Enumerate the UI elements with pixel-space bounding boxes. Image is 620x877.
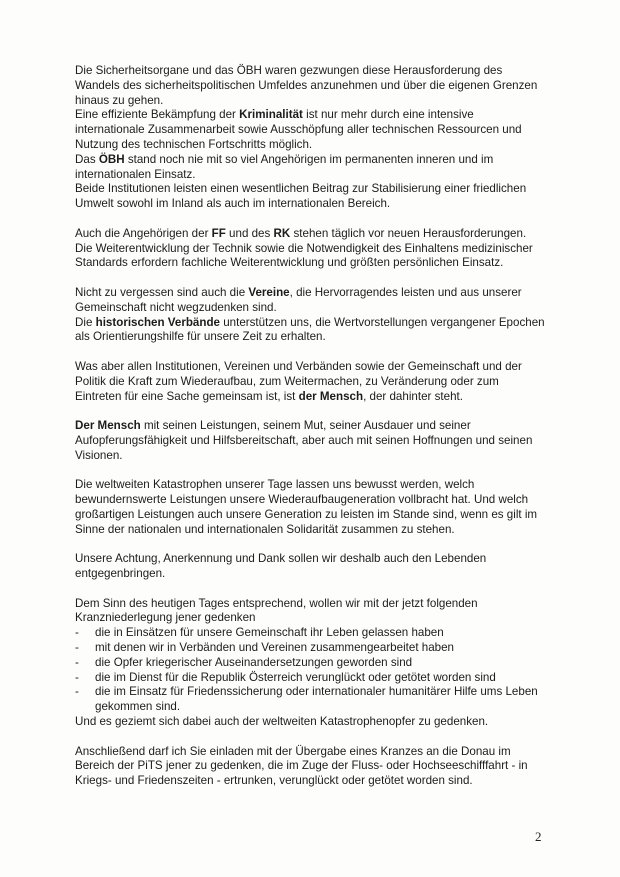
text-segment: Anschließend darf ich Sie einladen mit der Übergabe eines Kranzes an die Donau im Bereich der PiTS jener zu gedenken, die im Zuge der Fluss- oder Hochseeschifffahrt - in Kriegs- und Friedenszeiten - ertrunken, verunglückt oder getötet worden sind. (75, 744, 528, 788)
paragraph (75, 478, 545, 537)
emphasis-text: ÖBH (98, 152, 125, 166)
text-line (75, 552, 545, 582)
text-segment: Eine effiziente Bekämpfung der (75, 108, 240, 122)
text-line (75, 478, 545, 537)
text-segment: Die (75, 315, 96, 329)
paragraph (75, 360, 545, 404)
emphasis-text: historischen Verbände (95, 315, 220, 329)
list-item: - die Opfer kriegerischer Auseinandersetzungen geworden sind (75, 656, 545, 671)
list-item: - mit denen wir in Verbänden und Vereinen zusammengearbeitet haben (75, 641, 545, 656)
list-item: - die im Einsatz für Friedenssicherung oder internationaler humanitärer Hilfe ums Leben gekommen sind. (75, 685, 545, 715)
paragraph (75, 286, 545, 345)
text-segment: Beide Institutionen leisten einen wesentlichen Beitrag zur Stabilisierung einer friedlichen Umwelt sowohl im Inland als auch im internationalen Bereich. (75, 182, 527, 211)
text-line (75, 316, 545, 346)
text-line (75, 360, 545, 404)
text-segment: Und es geziemt sich dabei auch der weltweiten Katastrophenopfer zu gedenken. (75, 715, 489, 729)
text-line (75, 745, 545, 789)
text-segment: mit seinen Leistungen, seinem Mut, seiner Ausdauer und seiner Aufopferungsfähigkeit und Hilfsbereitschaft, aber auch mit seinen Hoffnungen und seinen Visionen. (75, 419, 533, 462)
text-segment: stand noch nie mit so viel Angehörigen im permanenten inneren und im internationalen Einsatz. (75, 152, 494, 181)
text-segment: unterstützen uns, die Wertvorstellungen vergangener Epochen als Orientierungshilfe für unsere Zeit zu erhalten. (75, 315, 545, 344)
text-line (75, 227, 545, 271)
text-line (75, 108, 545, 152)
text-segment: Die Sicherheitsorgane und das ÖBH waren gezwungen diese Herausforderung des Wandels des sicherheitspolitischen Umfeldes anzunehmen und über die eigenen Grenzen hinaus zu gehen. (75, 64, 538, 107)
list-item: - die in Einsätzen für unsere Gemeinschaft ihr Leben gelassen haben (75, 626, 545, 641)
text-line (75, 286, 545, 316)
paragraph (75, 597, 545, 730)
text-segment: Nicht zu vergessen sind auch die (75, 285, 249, 299)
text-segment: Das (75, 152, 99, 166)
emphasis-text: Vereine (248, 285, 290, 299)
bullet-list (75, 626, 545, 715)
page-number: 2 (535, 829, 542, 844)
text-segment: , die Hervorragendes leisten und aus unserer Gemeinschaft nicht wegzudenken sind. (75, 285, 522, 314)
paragraph (75, 64, 545, 212)
emphasis-text: Der Mensch (75, 419, 141, 433)
emphasis-text: Kriminalität (239, 108, 303, 122)
text-segment: Was aber allen Institutionen, Vereinen und Verbänden sowie der Gemeinschaft und der Politik die Kraft zum Wiederaufbau, zum Weitermachen, zu Veränderung oder zum Eintreten für eine Sache gemeinsam ist, ist (75, 359, 522, 403)
text-line (75, 64, 545, 108)
text-segment: Unsere Achtung, Anerkennung und Dank sollen wir deshalb auch den Lebenden entgegenbringen. (75, 552, 487, 581)
paragraph (75, 552, 545, 582)
emphasis-text: FF (211, 226, 226, 240)
text-line (75, 715, 545, 730)
text-line (75, 153, 545, 183)
paragraph (75, 419, 545, 463)
emphasis-text: RK (273, 226, 291, 240)
text-segment: Dem Sinn des heutigen Tages entsprechend, wollen wir mit der jetzt folgenden Kranzniederlegung jener gedenken (75, 596, 478, 625)
text-segment: und des (225, 226, 274, 240)
text-line (75, 419, 545, 463)
text-segment: ist nur mehr durch eine intensive internationale Zusammenarbeit sowie Ausschöpfung aller technischen Ressourcen und Nutzung des technischen Fortschritts möglich. (75, 108, 522, 151)
document-body (75, 64, 545, 804)
paragraph (75, 745, 545, 789)
paragraph (75, 227, 545, 271)
text-segment: Auch die Angehörigen der (75, 226, 212, 240)
text-line (75, 597, 545, 627)
text-segment: Die weltweiten Katastrophen unserer Tage lassen uns bewusst werden, welch bewundernswerte Leistungen unsere Wiederaufbaugeneration vollbracht hat. Und welch großartigen Leistungen auch unsere Generation zu leisten im Stande sind, wenn es gilt im Sinne der nationalen und internationalen Solidarität zusammen zu stehen. (75, 478, 538, 536)
text-segment: stehen täglich vor neuen Herausforderungen. Die Weiterentwicklung der Technik sowie die Notwendigkeit des Einhaltens medizinischer Standards erfordern fachliche Weiterentwicklung und größten persönlichen Einsatz. (75, 226, 533, 270)
text-line (75, 182, 545, 212)
list-item: - die im Dienst für die Republik Österreich verunglückt oder getötet worden sind (75, 671, 545, 686)
emphasis-text: der Mensch (298, 389, 364, 403)
text-segment: , der dahinter steht. (363, 389, 463, 403)
